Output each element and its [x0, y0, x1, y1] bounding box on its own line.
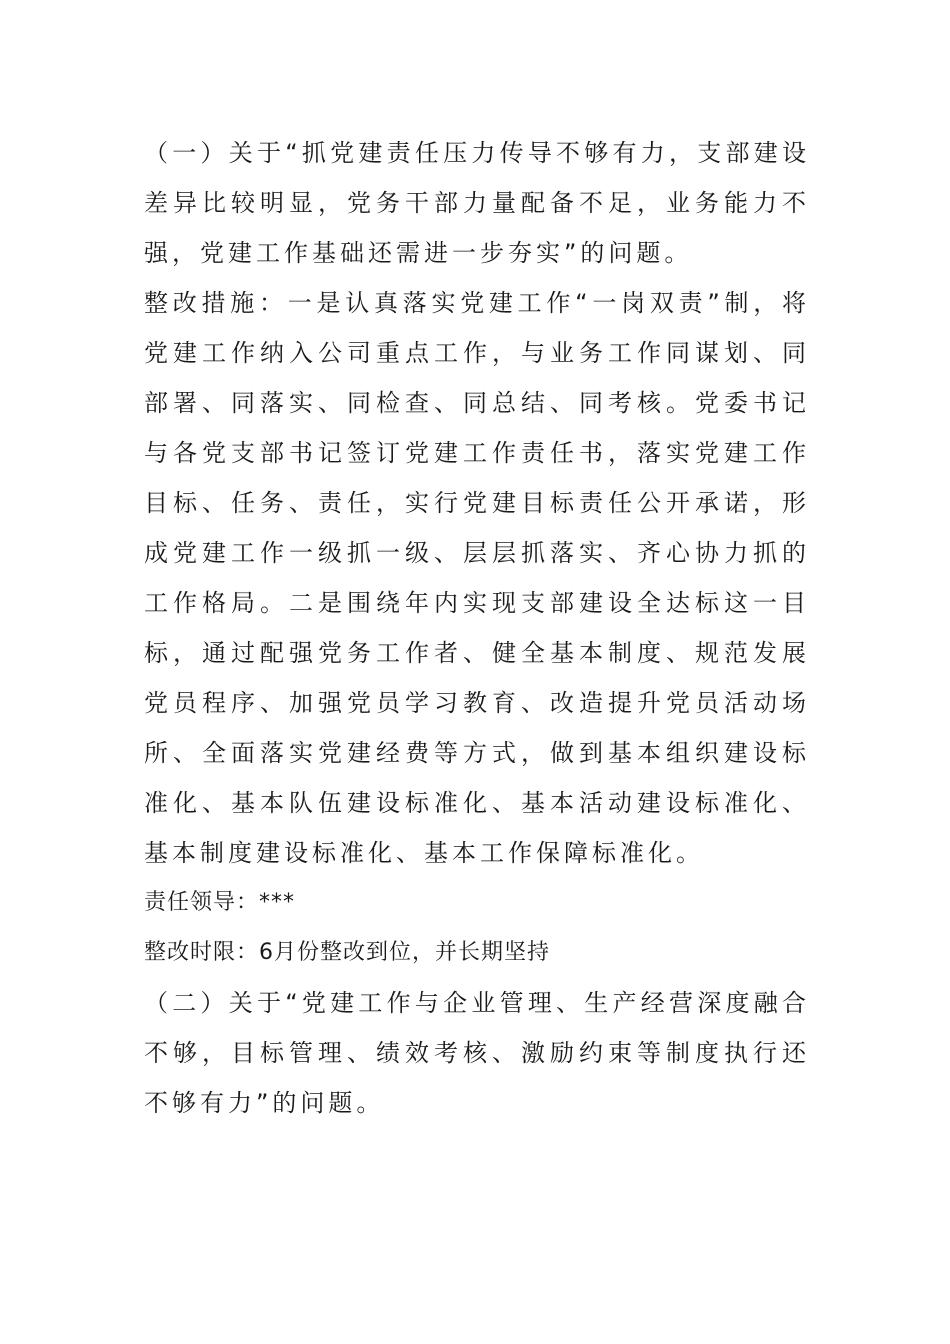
section-2-title: （二）关于“党建工作与企业管理、生产经营深度融合不够，目标管理、绩效考核、激励约束等制度执行还不够有力”的问题。 — [144, 989, 810, 1117]
section-1-deadline: 整改时限：6月份整改到位，并长期坚持 — [144, 940, 550, 965]
document-body — [144, 128, 810, 1128]
section-1-title: （一）关于“抓党建责任压力传导不够有力，支部建设差异比较明显，党务干部力量配备不足，业务能力不强，党建工作基础还需进一步夯实”的问题。 — [144, 139, 810, 267]
section-1-measures: 整改措施：一是认真落实党建工作“一岗双责”制，将党建工作纳入公司重点工作，与业务工作同谋划、同部署、同落实、同检查、同总结、同考核。党委书记与各党支部书记签订党建工作责任书，落实党建工作目标、任务、责任，实行党建目标责任公开承诺，形成党建工作一级抓一级、层层抓落实、齐心协力抓的工作格局。二是围绕年内实现支部建设全达标这一目标，通过配强党务工作者、健全基本制度、规范发展党员程序、加强党员学习教育、改造提升党员活动场所、全面落实党建经费等方式，做到基本组织建设标准化、基本队伍建设标准化、基本活动建设标准化、基本制度建设标准化、基本工作保障标准化。 — [144, 289, 810, 867]
section-1-leader: 责任领导：*** — [144, 890, 296, 915]
